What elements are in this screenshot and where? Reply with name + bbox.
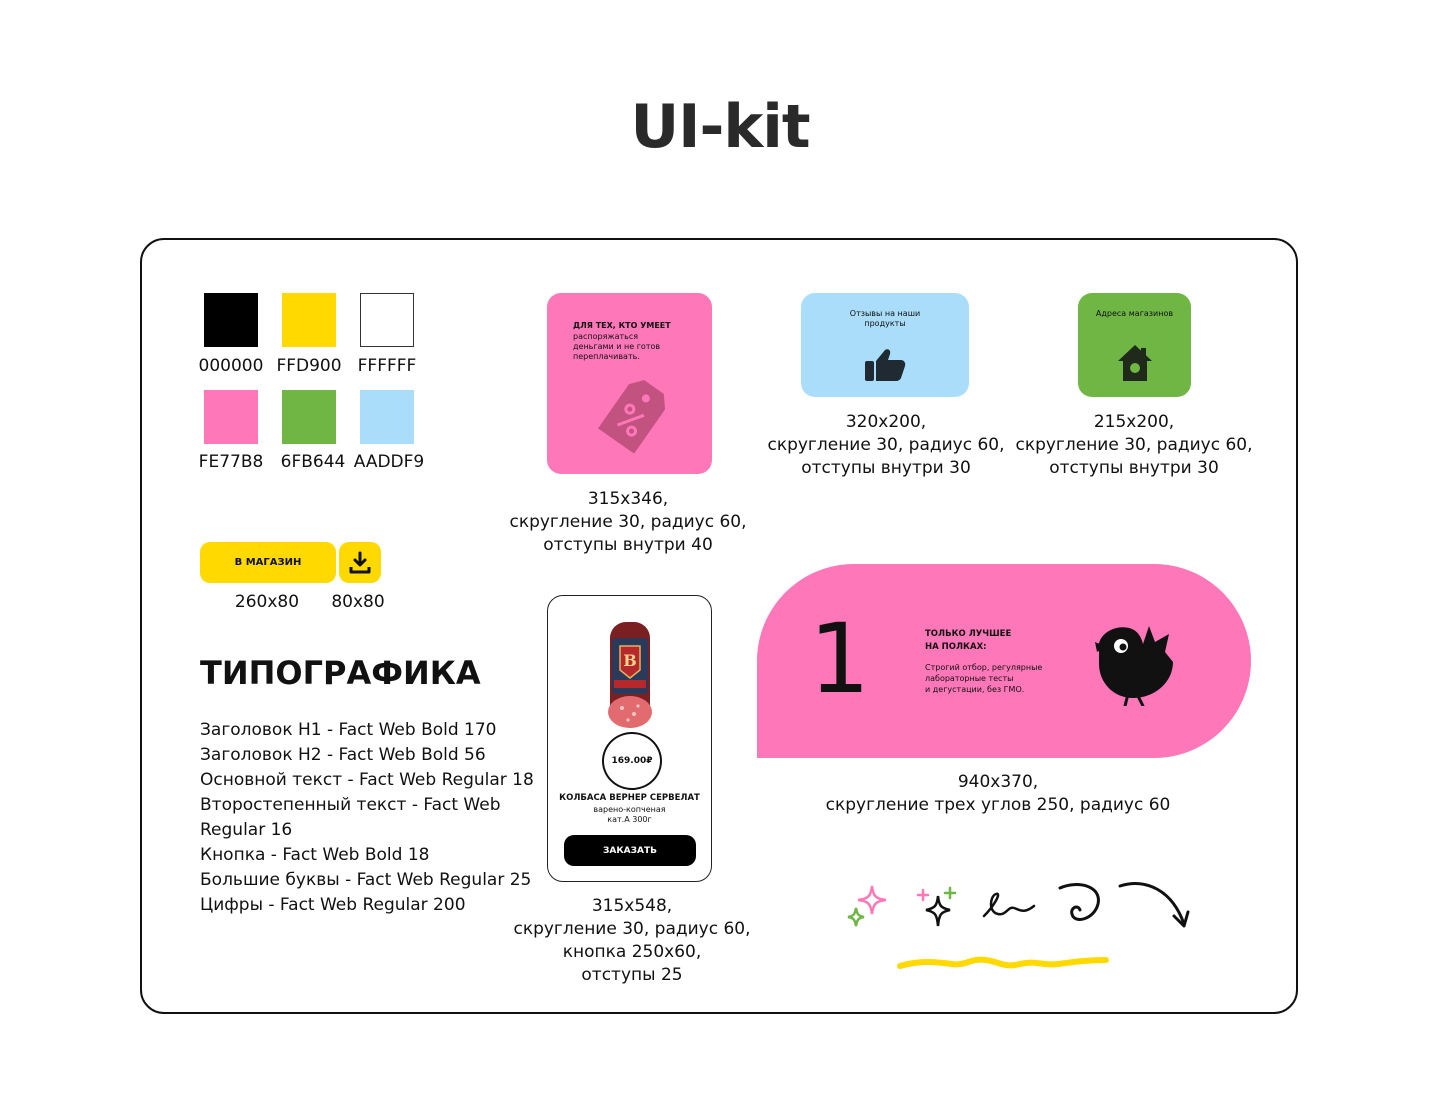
curl-arrow-icon <box>1054 880 1108 928</box>
typography-item: Заголовок H2 - Fact Web Bold 56 <box>200 745 486 765</box>
product-name: КОЛБАСА ВЕРНЕР СЕРВЕЛАТ <box>559 793 700 803</box>
price-badge: 169.00₽ <box>602 732 662 790</box>
download-icon <box>347 550 373 576</box>
star-sparkle-icon <box>914 884 962 932</box>
discount-card[interactable] <box>547 293 712 474</box>
sparkles-icon <box>842 882 892 934</box>
discount-card-text: распоряжаться деньгами и не готов переплачивать. <box>573 332 661 361</box>
typography-list <box>200 718 540 918</box>
house-icon <box>1116 343 1154 383</box>
product-desc: варено-копченая <box>593 805 666 814</box>
swatch-label: FFD900 <box>276 356 342 376</box>
shop-button[interactable]: В МАГАЗИН <box>200 542 336 583</box>
typography-item: Заголовок H1 - Fact Web Bold 170 <box>200 720 497 740</box>
banner-number: 1 <box>809 603 871 715</box>
discount-card-caption: 315x346, скругление 30, радиус 60, отступы внутри 40 <box>509 489 747 555</box>
banner-title-1: ТОЛЬКО ЛУЧШЕЕ <box>925 629 1012 639</box>
swatch-black <box>204 293 258 347</box>
swatch-label: FFFFFF <box>357 356 417 376</box>
swatch-label: 6FB644 <box>280 452 346 472</box>
svg-text:B: B <box>623 651 637 670</box>
typography-heading: ТИПОГРАФИКА <box>200 654 481 692</box>
download-button-size: 80x80 <box>331 592 385 612</box>
thumbs-up-icon <box>863 347 907 383</box>
swatch-yellow <box>282 293 336 347</box>
stores-card-caption: 215x200, скругление 30, радиус 60, отступы внутри 30 <box>1015 412 1253 478</box>
order-button[interactable]: ЗАКАЗАТЬ <box>564 835 696 866</box>
banner-text-3: и дегустации, без ГМО. <box>925 685 1025 694</box>
feature-banner <box>757 564 1251 758</box>
curved-arrow-icon <box>1116 878 1192 932</box>
banner-title-2: НА ПОЛКАХ: <box>925 642 987 652</box>
bird-icon <box>1089 620 1179 706</box>
banner-caption: 940x370, скругление трех углов 250, радиус 60 <box>825 772 1171 815</box>
reviews-card-caption: 320x200, скругление 30, радиус 60, отступы внутри 30 <box>767 412 1005 478</box>
shop-button-size: 260x80 <box>234 592 300 612</box>
swatch-green <box>282 390 336 444</box>
banner-text-1: Строгий отбор, регулярные <box>925 663 1043 672</box>
swatch-label: AADDF9 <box>353 452 425 472</box>
swatch-label: FE77B8 <box>198 452 264 472</box>
reviews-card-text: Отзывы на наши продукты <box>849 309 921 328</box>
banner-text-2: лабораторные тесты <box>925 674 1014 683</box>
stores-card[interactable] <box>1078 293 1191 397</box>
swatch-label: 000000 <box>198 356 264 376</box>
product-card-caption: 315x548, скругление 30, радиус 60, кнопка 250x60, отступы 25 <box>513 896 751 985</box>
product-weight: кат.А 300г <box>607 815 652 824</box>
page-title: UI-kit <box>630 92 810 162</box>
swatch-white <box>360 293 414 347</box>
product-card[interactable] <box>547 595 712 882</box>
typography-item: Кнопка - Fact Web Bold 18 <box>200 845 430 865</box>
typography-item: Основной текст - Fact Web Regular 18 <box>200 770 534 790</box>
typography-item: Цифры - Fact Web Regular 200 <box>200 895 466 915</box>
price-tag-icon <box>595 375 675 453</box>
download-button[interactable] <box>339 542 381 583</box>
swatch-lightblue <box>360 390 414 444</box>
stores-card-text: Адреса магазинов <box>1095 309 1174 318</box>
swatch-pink <box>204 390 258 444</box>
reviews-card[interactable] <box>801 293 969 397</box>
squiggle-icon <box>980 888 1038 924</box>
typography-item: Второстепенный текст - Fact Web Regular 16 <box>200 795 501 840</box>
typography-item: Большие буквы - Fact Web Regular 25 <box>200 870 532 890</box>
discount-card-title: ДЛЯ ТЕХ, КТО УМЕЕТ <box>573 321 671 330</box>
yellow-scribble <box>896 952 1112 976</box>
sausage-image <box>606 616 654 732</box>
